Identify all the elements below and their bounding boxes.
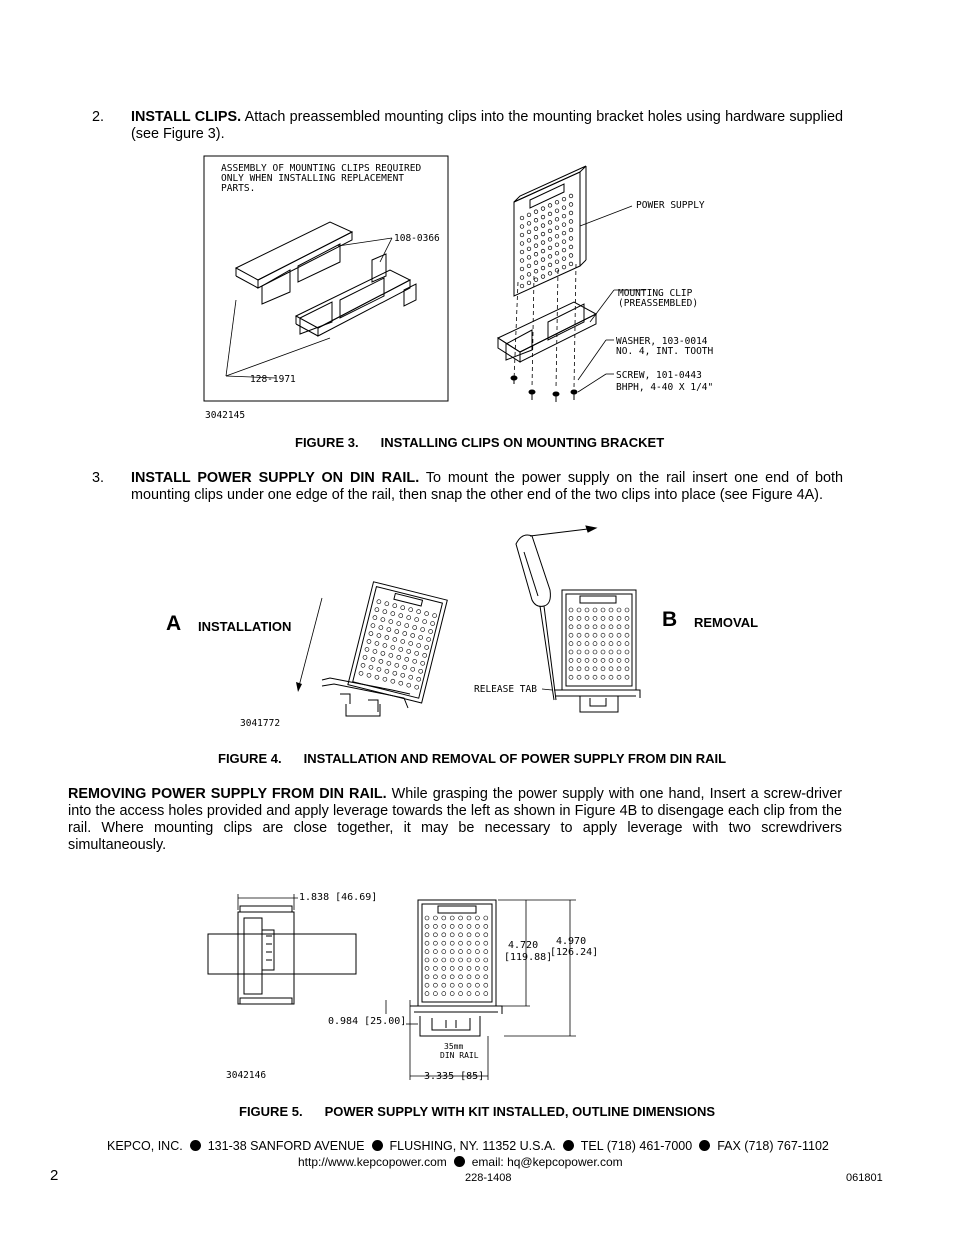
figure-5-caption xyxy=(239,1104,715,1119)
vent-hole xyxy=(484,975,488,979)
side-view-shape xyxy=(208,906,356,1004)
part-108-label: 108-0366 xyxy=(394,233,440,244)
vent-hole xyxy=(484,958,488,962)
figure-4-label-b: REMOVAL xyxy=(694,615,759,630)
label-screw-1: SCREW, 101-0443 xyxy=(616,370,702,381)
page-number: 2 xyxy=(50,1167,59,1184)
figure-3-caption-number: FIGURE 3. xyxy=(295,435,359,450)
vent-hole xyxy=(425,916,429,920)
dim-base-label: 3.335 [85] xyxy=(424,1071,485,1082)
vent-hole xyxy=(459,983,463,987)
vent-hole xyxy=(442,983,446,987)
figure-4-drawing-id: 3041772 xyxy=(240,718,281,729)
footer-tel: TEL (718) 461-7000 xyxy=(580,1139,693,1153)
dim-width-label: 1.838 [46.69] xyxy=(299,892,378,903)
figure-4-letter-a: A xyxy=(166,612,182,635)
figure-4-letter-b: B xyxy=(662,608,678,631)
vent-hole xyxy=(433,950,437,954)
vent-hole xyxy=(450,958,454,962)
figure-5-drawing-id: 3042146 xyxy=(226,1070,267,1081)
step-2-heading: INSTALL CLIPS. xyxy=(131,109,242,125)
doc-number: 228-1408 xyxy=(465,1172,512,1184)
step-2-number: 2. xyxy=(92,109,105,125)
bullet-icon xyxy=(699,1140,710,1151)
figure-3-box-note-3: PARTS. xyxy=(221,183,256,194)
vent-hole xyxy=(450,966,454,970)
figure-3-box-note-1: ASSEMBLY OF MOUNTING CLIPS REQUIRED xyxy=(221,163,422,174)
dim-h2-label-1: 4.970 xyxy=(556,936,587,947)
vent-hole xyxy=(475,950,479,954)
vent-hole xyxy=(450,975,454,979)
label-power-supply: POWER SUPPLY xyxy=(636,200,705,211)
vent-hole xyxy=(475,958,479,962)
figure-5-caption-number: FIGURE 5. xyxy=(239,1104,303,1119)
vent-hole xyxy=(450,941,454,945)
label-mounting-clip-1: MOUNTING CLIP xyxy=(618,288,693,299)
footer-address: 131-38 SANFORD AVENUE xyxy=(207,1139,365,1153)
step-3-text: To mount the power supply on the rail insert one end of both mounting clips under one edge of the rail, then snap the other end of the two clips into place (see Figure 4A). xyxy=(131,470,843,503)
step-3-heading: INSTALL POWER SUPPLY ON DIN RAIL. xyxy=(131,470,420,486)
vent-hole xyxy=(484,933,488,937)
footer-email-link[interactable]: email: hq@kepcopower.com xyxy=(471,1155,623,1169)
vent-hole xyxy=(433,916,437,920)
front-view-vent-holes xyxy=(425,916,488,996)
vent-hole xyxy=(442,933,446,937)
vent-hole xyxy=(467,975,471,979)
vent-hole xyxy=(467,950,471,954)
rail-label-2: DIN RAIL xyxy=(440,1051,479,1060)
vent-hole xyxy=(475,975,479,979)
bullet-icon xyxy=(190,1140,201,1151)
footer-fax: FAX (718) 767-1102 xyxy=(717,1139,829,1153)
rail-label-1: 35mm xyxy=(444,1042,464,1051)
vent-hole xyxy=(425,933,429,937)
side-view-dimension-lines xyxy=(238,894,298,910)
vent-hole xyxy=(442,941,446,945)
vent-hole xyxy=(467,933,471,937)
dim-h1-label-2: [119.88] xyxy=(504,952,553,963)
vent-hole xyxy=(459,950,463,954)
vent-hole xyxy=(433,958,437,962)
vent-hole xyxy=(475,924,479,928)
label-screw-2: BHPH, 4-40 X 1/4" xyxy=(616,382,714,393)
vent-hole xyxy=(425,950,429,954)
vent-hole xyxy=(467,916,471,920)
vent-hole xyxy=(475,992,479,996)
footer-city: FLUSHING, NY. 11352 U.S.A. xyxy=(389,1139,556,1153)
bullet-icon xyxy=(372,1140,383,1151)
vent-hole xyxy=(459,958,463,962)
vent-hole xyxy=(459,924,463,928)
footer-contact-line xyxy=(107,1139,829,1153)
vent-hole xyxy=(459,975,463,979)
vent-hole xyxy=(433,975,437,979)
dim-depth-label: 0.984 [25.00] xyxy=(328,1016,407,1027)
vent-hole xyxy=(467,924,471,928)
vent-hole xyxy=(442,975,446,979)
vent-hole xyxy=(484,966,488,970)
figure-5-caption-text: POWER SUPPLY WITH KIT INSTALLED, OUTLINE DIMENSIONS xyxy=(324,1104,716,1119)
figure-4-caption-number: FIGURE 4. xyxy=(218,751,282,766)
vent-hole xyxy=(425,941,429,945)
figure-4-caption-text: INSTALLATION AND REMOVAL OF POWER SUPPLY FROM DIN RAIL xyxy=(303,751,727,766)
vent-hole xyxy=(450,916,454,920)
vent-hole xyxy=(442,950,446,954)
vent-hole xyxy=(450,933,454,937)
vent-hole xyxy=(433,983,437,987)
vent-hole xyxy=(442,966,446,970)
vent-hole xyxy=(442,924,446,928)
removing-heading: REMOVING POWER SUPPLY FROM DIN RAIL. xyxy=(68,786,387,802)
figure-3-drawing-id: 3042145 xyxy=(205,410,246,421)
vent-hole xyxy=(425,924,429,928)
vent-hole xyxy=(442,992,446,996)
vent-hole xyxy=(433,941,437,945)
vent-hole xyxy=(484,950,488,954)
part-128-label: 128-1971 xyxy=(250,374,296,385)
vent-hole xyxy=(459,933,463,937)
vent-hole xyxy=(467,941,471,945)
vent-hole xyxy=(467,983,471,987)
vent-hole xyxy=(484,983,488,987)
vent-hole xyxy=(459,941,463,945)
vent-hole xyxy=(450,950,454,954)
dim-h1-label-1: 4.720 xyxy=(508,940,539,951)
step-3-number: 3. xyxy=(92,470,105,486)
vent-hole xyxy=(450,983,454,987)
vent-hole xyxy=(467,958,471,962)
vent-hole xyxy=(433,933,437,937)
figure-3-caption-text: INSTALLING CLIPS ON MOUNTING BRACKET xyxy=(380,435,665,450)
vent-hole xyxy=(475,916,479,920)
label-mounting-clip-2: (PREASSEMBLED) xyxy=(618,298,699,309)
label-washer-1: WASHER, 103-0014 xyxy=(616,336,708,347)
vent-hole xyxy=(450,924,454,928)
vent-hole xyxy=(459,966,463,970)
vent-hole xyxy=(433,992,437,996)
vent-hole xyxy=(442,958,446,962)
vent-hole xyxy=(467,992,471,996)
figure-4-label-a: INSTALLATION xyxy=(198,619,292,634)
vent-hole xyxy=(425,983,429,987)
vent-hole xyxy=(442,916,446,920)
vent-hole xyxy=(425,958,429,962)
date-code: 061801 xyxy=(846,1172,883,1184)
footer-web-line xyxy=(298,1155,623,1169)
vent-hole xyxy=(475,941,479,945)
front-view-shape xyxy=(410,900,502,1036)
vent-hole xyxy=(425,992,429,996)
vent-hole xyxy=(475,933,479,937)
vent-hole xyxy=(484,941,488,945)
footer-web-link[interactable]: http://www.kepcopower.com xyxy=(298,1155,447,1169)
dim-h2-label-2: [126.24] xyxy=(550,947,599,958)
vent-hole xyxy=(484,992,488,996)
vent-hole xyxy=(475,966,479,970)
step-2-text: Attach preassembled mounting clips into the mounting bracket holes using hardware supplied (see Figure 3). xyxy=(131,109,843,142)
bullet-icon xyxy=(454,1156,465,1167)
vent-hole xyxy=(425,975,429,979)
vent-hole xyxy=(433,966,437,970)
footer-company: KEPCO, INC. xyxy=(107,1139,183,1153)
vent-hole xyxy=(450,992,454,996)
vent-hole xyxy=(459,992,463,996)
vent-hole xyxy=(484,924,488,928)
figure-3-box-note-2: ONLY WHEN INSTALLING REPLACEMENT xyxy=(221,173,405,184)
vent-hole xyxy=(433,924,437,928)
vent-hole xyxy=(459,916,463,920)
removing-text: While grasping the power supply with one hand, Insert a screw-driver into the access holes provided and apply leverage towards the left as shown in Figure 4B to disengage each clip from the rail. Where mounting clips are close together, it may be necessary to apply leverage with two screwdrivers simultaneously. xyxy=(68,786,842,853)
vent-hole xyxy=(467,966,471,970)
label-washer-2: NO. 4, INT. TOOTH xyxy=(616,346,714,357)
bullet-icon xyxy=(563,1140,574,1151)
front-view-dimension-lines xyxy=(386,900,576,1080)
vent-hole xyxy=(425,966,429,970)
release-tab-label: RELEASE TAB xyxy=(474,684,537,695)
vent-hole xyxy=(484,916,488,920)
vent-hole xyxy=(475,983,479,987)
